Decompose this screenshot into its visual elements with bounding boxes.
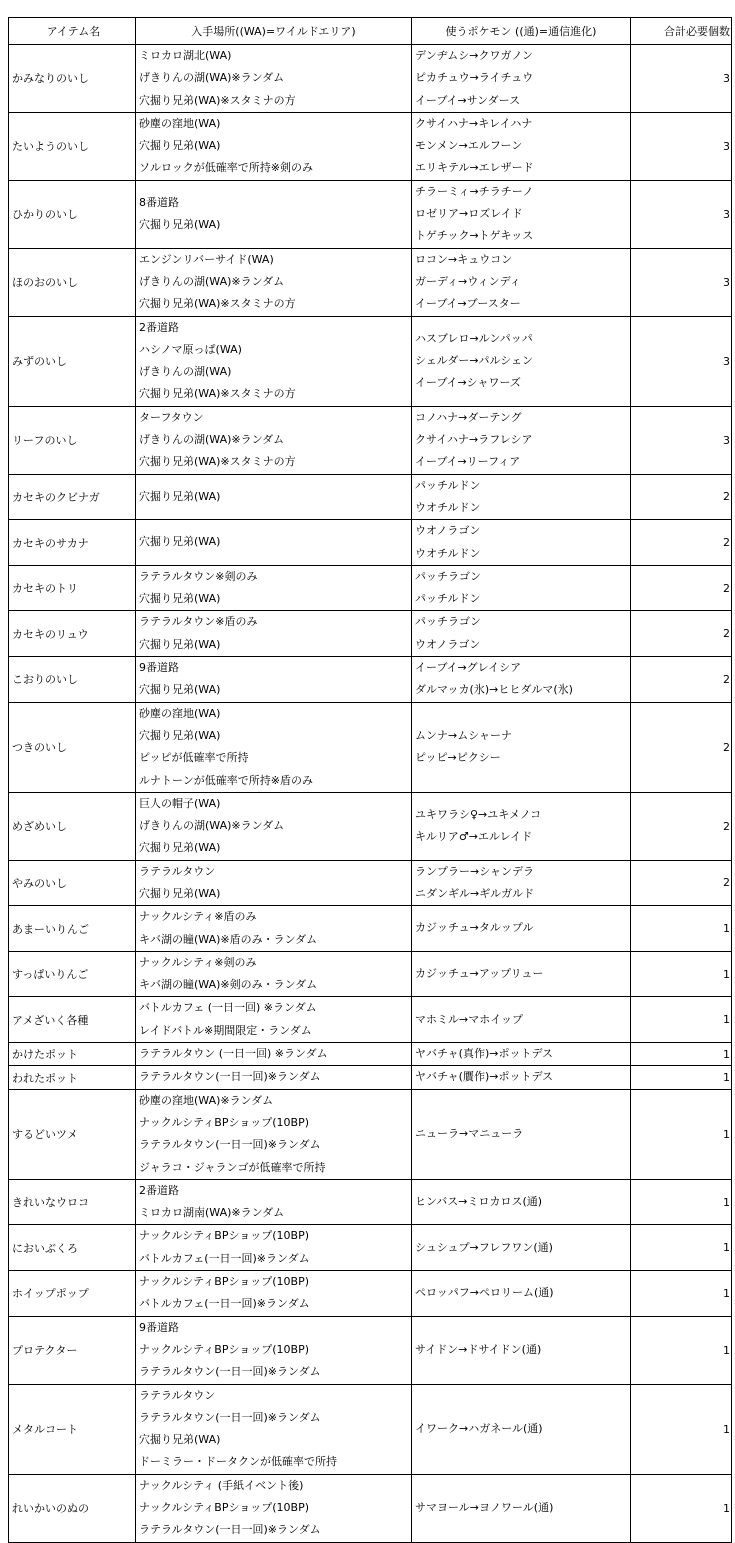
location-cell <box>136 792 412 860</box>
item-name-cell: カセキのクビナガ <box>9 474 136 520</box>
location-cell <box>136 316 412 406</box>
pokemon-line: マホミル→マホイップ <box>415 1012 523 1026</box>
table-row <box>9 951 732 997</box>
pokemon-line: コノハナ→ダーテング <box>415 410 522 424</box>
location-line: ルナトーンが低確率で所持※盾のみ <box>139 773 313 787</box>
total-count-cell: 1 <box>631 1316 732 1384</box>
location-line: 9番道路 <box>139 1320 179 1334</box>
location-line: ナックルシティ※剣のみ <box>139 955 257 969</box>
table-row <box>9 520 732 566</box>
location-line: ナックルシティ (手紙イベント後) <box>139 1478 304 1492</box>
pokemon-line: シェルダー→パルシェン <box>415 354 534 367</box>
location-line: ナックルシティBPショップ(10BP) <box>139 1501 310 1514</box>
location-line: ナックルシティBPショップ(10BP) <box>139 1275 310 1289</box>
total-count-cell: 2 <box>631 565 732 611</box>
total-count-cell: 2 <box>631 611 732 657</box>
header-pokemon: 使うポケモン ((通)=通信進化) <box>412 18 631 45</box>
location-line: 砂塵の窪地(WA) <box>139 706 221 720</box>
location-line: 穴掘り兄弟(WA) <box>139 592 221 606</box>
item-name-cell: やみのいし <box>9 860 136 906</box>
location-line: 2番道路 <box>139 320 179 334</box>
table-row <box>9 860 732 906</box>
location-line: ラテラルタウン(一日一回)※ランダム <box>139 1070 321 1084</box>
location-line: 9番道路 <box>139 661 179 675</box>
item-name-cell: メタルコート <box>9 1384 136 1474</box>
location-line: ミロカロ湖南(WA)※ランダム <box>139 1206 285 1220</box>
location-cell <box>136 1316 412 1384</box>
pokemon-cell <box>412 702 631 792</box>
pokemon-line: サマヨール→ヨノワール(通) <box>415 1501 554 1514</box>
location-line: ラテラルタウン(一日一回)※ランダム <box>139 1410 321 1424</box>
item-name-cell: こおりのいし <box>9 657 136 703</box>
item-name-cell: あまーいりんご <box>9 906 136 952</box>
location-cell <box>136 860 412 906</box>
pokemon-line: ムンナ→ムシャーナ <box>415 728 512 742</box>
location-line: 8番道路 <box>139 195 179 209</box>
table-row <box>9 1089 732 1179</box>
table-row <box>9 474 732 520</box>
location-line: 巨人の帽子(WA) <box>139 796 221 810</box>
total-count-cell: 1 <box>631 997 732 1043</box>
location-cell <box>136 1271 412 1317</box>
location-line: 穴掘り兄弟(WA) <box>139 218 221 232</box>
location-line: 穴掘り兄弟(WA) <box>139 683 221 697</box>
location-line: げきりんの湖(WA)※ランダム <box>139 274 285 288</box>
pokemon-cell <box>412 1384 631 1474</box>
pokemon-cell <box>412 1225 631 1271</box>
location-line: ラテラルタウン(一日一回)※ランダム <box>139 1523 321 1537</box>
item-name-cell: ひかりのいし <box>9 180 136 248</box>
pokemon-cell <box>412 860 631 906</box>
total-count-cell: 3 <box>631 316 732 406</box>
pokemon-line: ロコン→キュウコン <box>415 252 513 266</box>
location-line: キバ湖の瞳(WA)※盾のみ・ランダム <box>139 932 318 946</box>
total-count-cell: 3 <box>631 45 732 113</box>
total-count-cell: 2 <box>631 860 732 906</box>
item-name-cell: カセキのリュウ <box>9 611 136 657</box>
pokemon-cell <box>412 657 631 703</box>
pokemon-line: パッチルドン <box>415 592 481 606</box>
location-line: ソルロックが低確率で所持※剣のみ <box>139 161 313 175</box>
pokemon-line: ハスブレロ→ルンパッパ <box>415 331 533 345</box>
location-cell <box>136 1225 412 1271</box>
location-cell <box>136 565 412 611</box>
pokemon-line: サイドン→ドサイドン(通) <box>415 1342 542 1356</box>
total-count-cell: 1 <box>631 1179 732 1225</box>
pokemon-line: モンメン→エルフーン <box>415 139 523 153</box>
table-row <box>9 180 732 248</box>
location-line: ハシノマ原っぱ(WA) <box>139 342 242 356</box>
pokemon-cell <box>412 1043 631 1066</box>
pokemon-line: エリキテル→エレザード <box>415 161 534 175</box>
pokemon-line: ヒンバス→ミロカロス(通) <box>415 1194 543 1208</box>
pokemon-cell <box>412 1089 631 1179</box>
location-line: レイドバトル※期間限定・ランダム <box>139 1023 312 1037</box>
pokemon-line: トゲチック→トゲキッス <box>415 229 534 243</box>
table-row <box>9 112 732 180</box>
pokemon-cell <box>412 406 631 474</box>
location-line: げきりんの湖(WA)※ランダム <box>139 819 285 833</box>
location-line: 穴掘り兄弟(WA)※スタミナの方 <box>139 93 296 107</box>
item-name-cell: するどいツメ <box>9 1089 136 1179</box>
total-count-cell: 1 <box>631 951 732 997</box>
location-cell <box>136 1066 412 1089</box>
pokemon-line: パッチラゴン <box>415 569 481 583</box>
location-line: 穴掘り兄弟(WA)※スタミナの方 <box>139 455 296 469</box>
total-count-cell: 3 <box>631 248 732 316</box>
pokemon-line: カジッチュ→タルップル <box>415 921 534 935</box>
pokemon-cell <box>412 1066 631 1089</box>
pokemon-cell <box>412 45 631 113</box>
table-row <box>9 611 732 657</box>
total-count-cell: 2 <box>631 657 732 703</box>
pokemon-line: ウオノラゴン <box>415 637 481 651</box>
table-row <box>9 702 732 792</box>
location-line: ミロカロ湖北(WA) <box>139 49 232 62</box>
pokemon-line: ガーディ→ウィンディ <box>415 274 521 288</box>
location-line: 穴掘り兄弟(WA) <box>139 841 221 855</box>
total-count-cell: 1 <box>631 906 732 952</box>
location-line: 穴掘り兄弟(WA) <box>139 1433 221 1447</box>
location-line: げきりんの湖(WA)※ランダム <box>139 71 285 85</box>
item-name-cell: ほのおのいし <box>9 248 136 316</box>
table-row <box>9 1179 732 1225</box>
table-row <box>9 1384 732 1474</box>
table-row <box>9 45 732 113</box>
total-count-cell: 3 <box>631 112 732 180</box>
pokemon-line: イワーク→ハガネール(通) <box>415 1421 543 1435</box>
location-line: ナックルシティBPショップ(10BP) <box>139 1115 310 1129</box>
pokemon-line: クサイハナ→キレイハナ <box>415 116 533 130</box>
item-name-cell: においぶくろ <box>9 1225 136 1271</box>
total-count-cell: 1 <box>631 1066 732 1089</box>
pokemon-line: ピカチュウ→ライチュウ <box>415 71 534 85</box>
pokemon-cell <box>412 565 631 611</box>
total-count-cell: 2 <box>631 474 732 520</box>
total-count-cell: 1 <box>631 1225 732 1271</box>
location-cell <box>136 474 412 520</box>
total-count-cell: 1 <box>631 1089 732 1179</box>
location-cell <box>136 45 412 113</box>
pokemon-cell <box>412 997 631 1043</box>
pokemon-line: ダルマッカ(氷)→ヒヒダルマ(氷) <box>415 683 573 697</box>
item-table <box>8 17 732 1543</box>
pokemon-cell <box>412 611 631 657</box>
location-line: ラテラルタウン(一日一回)※ランダム <box>139 1138 321 1152</box>
pokemon-line: ニューラ→マニューラ <box>415 1127 524 1141</box>
pokemon-line: イーブイ→リーフィア <box>415 455 521 469</box>
item-name-cell: かけたポット <box>9 1043 136 1066</box>
item-name-cell: つきのいし <box>9 702 136 792</box>
pokemon-line: デンヂムシ→クワガノン <box>415 49 534 62</box>
pokemon-cell <box>412 180 631 248</box>
pokemon-line: シュシュプ→フレフワン(通) <box>415 1240 553 1254</box>
location-cell <box>136 520 412 566</box>
location-line: 2番道路 <box>139 1183 179 1197</box>
header-row <box>9 18 732 45</box>
location-cell <box>136 180 412 248</box>
table-row <box>9 997 732 1043</box>
location-line: げきりんの湖(WA)※ランダム <box>139 433 285 447</box>
pokemon-cell <box>412 1179 631 1225</box>
table-row <box>9 1225 732 1271</box>
pokemon-line: ロゼリア→ロズレイド <box>415 207 523 221</box>
item-name-cell: すっぱいりんご <box>9 951 136 997</box>
pokemon-cell <box>412 951 631 997</box>
location-cell <box>136 112 412 180</box>
pokemon-line: イーブイ→シャワーズ <box>415 376 521 390</box>
table-row <box>9 1316 732 1384</box>
pokemon-line: イーブイ→サンダース <box>415 93 521 107</box>
location-line: バトルカフェ(一日一回)※ランダム <box>139 1297 310 1311</box>
pokemon-cell <box>412 520 631 566</box>
location-cell <box>136 906 412 952</box>
location-line: ナックルシティBPショップ(10BP) <box>139 1229 310 1243</box>
pokemon-line: ウオチルドン <box>415 500 481 514</box>
location-cell <box>136 997 412 1043</box>
item-name-cell: リーフのいし <box>9 406 136 474</box>
table-row <box>9 316 732 406</box>
location-line: 穴掘り兄弟(WA) <box>139 489 221 503</box>
total-count-cell: 1 <box>631 1474 732 1542</box>
pokemon-line: ヤバチャ(真作)→ポットデス <box>415 1047 554 1061</box>
pokemon-cell <box>412 792 631 860</box>
table-row <box>9 1271 732 1317</box>
item-name-cell: ホイップポップ <box>9 1271 136 1317</box>
location-cell <box>136 1043 412 1066</box>
item-name-cell: アメざいく各種 <box>9 997 136 1043</box>
total-count-cell: 2 <box>631 520 732 566</box>
location-cell <box>136 1179 412 1225</box>
location-line: げきりんの湖(WA) <box>139 365 232 379</box>
location-line: ターフタウン <box>139 410 204 424</box>
location-line: 砂塵の窪地(WA)※ランダム <box>139 1093 274 1107</box>
pokemon-line: イーブイ→グレイシア <box>415 661 522 675</box>
location-cell <box>136 406 412 474</box>
table-row <box>9 657 732 703</box>
header-location: 入手場所((WA)=ワイルドエリア) <box>136 18 412 45</box>
location-line: 穴掘り兄弟(WA) <box>139 535 221 549</box>
location-cell <box>136 702 412 792</box>
location-cell <box>136 248 412 316</box>
table-row <box>9 792 732 860</box>
location-line: ラテラルタウン※盾のみ <box>139 615 258 629</box>
pokemon-line: ユキワラシ♀→ユキメノコ <box>415 807 542 821</box>
pokemon-cell <box>412 248 631 316</box>
table-row <box>9 1043 732 1066</box>
location-line: ラテラルタウン (一日一回) ※ランダム <box>139 1047 328 1061</box>
location-cell <box>136 657 412 703</box>
location-line: 砂塵の窪地(WA) <box>139 116 221 130</box>
header-item-name: アイテム名 <box>9 18 136 45</box>
table-row <box>9 906 732 952</box>
pokemon-line: ピッピ→ピクシー <box>415 751 501 765</box>
pokemon-line: パッチルドン <box>415 478 481 492</box>
location-line: 穴掘り兄弟(WA)※スタミナの方 <box>139 387 296 401</box>
pokemon-cell <box>412 1271 631 1317</box>
pokemon-line: ニダンギル→ギルガルド <box>415 886 535 900</box>
pokemon-cell <box>412 1316 631 1384</box>
total-count-cell: 2 <box>631 702 732 792</box>
table-body <box>9 45 732 1543</box>
pokemon-cell <box>412 906 631 952</box>
pokemon-line: キルリア♂→エルレイド <box>415 830 533 844</box>
total-count-cell: 1 <box>631 1271 732 1317</box>
pokemon-cell <box>412 112 631 180</box>
location-line: 穴掘り兄弟(WA) <box>139 886 221 900</box>
location-line: ラテラルタウン <box>139 864 216 878</box>
location-line: バトルカフェ(一日一回)※ランダム <box>139 1251 310 1265</box>
pokemon-line: ヤバチャ(贋作)→ポットデス <box>415 1070 554 1084</box>
total-count-cell: 1 <box>631 1384 732 1474</box>
location-cell <box>136 1089 412 1179</box>
item-name-cell: かみなりのいし <box>9 45 136 113</box>
location-line: ピッピが低確率で所持 <box>139 751 249 765</box>
location-cell <box>136 951 412 997</box>
location-line: エンジンリバーサイド(WA) <box>139 252 274 266</box>
item-name-cell: れいかいのぬの <box>9 1474 136 1542</box>
pokemon-line: ウオノラゴン <box>415 524 481 538</box>
total-count-cell: 3 <box>631 180 732 248</box>
pokemon-line: イーブイ→ブースター <box>415 297 521 311</box>
location-line: ジャラコ・ジャランゴが低確率で所持 <box>139 1160 326 1174</box>
location-line: ラテラルタウン <box>139 1388 216 1402</box>
location-line: ラテラルタウン※剣のみ <box>139 569 258 583</box>
table-row <box>9 1066 732 1089</box>
location-line: 穴掘り兄弟(WA) <box>139 139 221 153</box>
location-line: 穴掘り兄弟(WA) <box>139 637 221 651</box>
table-row <box>9 248 732 316</box>
location-line: キバ湖の瞳(WA)※剣のみ・ランダム <box>139 978 318 992</box>
table-row <box>9 406 732 474</box>
table-row <box>9 565 732 611</box>
item-name-cell: めざめいし <box>9 792 136 860</box>
pokemon-cell <box>412 316 631 406</box>
item-name-cell: カセキのトリ <box>9 565 136 611</box>
pokemon-line: ランプラー→シャンデラ <box>415 864 534 878</box>
location-line: ナックルシティ※盾のみ <box>139 910 257 924</box>
pokemon-line: パッチラゴン <box>415 615 481 629</box>
item-name-cell: きれいなウロコ <box>9 1179 136 1225</box>
pokemon-line: ウオチルドン <box>415 546 481 560</box>
pokemon-line: ペロッパフ→ペロリーム(通) <box>415 1286 554 1300</box>
pokemon-line: カジッチュ→アップリュー <box>415 967 544 981</box>
pokemon-cell <box>412 474 631 520</box>
total-count-cell: 1 <box>631 1043 732 1066</box>
location-line: ドーミラー・ドータクンが低確率で所持 <box>139 1455 337 1469</box>
location-line: ラテラルタウン(一日一回)※ランダム <box>139 1365 321 1379</box>
location-line: 穴掘り兄弟(WA)※スタミナの方 <box>139 297 296 311</box>
item-name-cell: カセキのサカナ <box>9 520 136 566</box>
pokemon-line: チラーミィ→チラチーノ <box>415 184 534 198</box>
header-total-count: 合計必要個数 <box>631 18 732 45</box>
total-count-cell: 3 <box>631 406 732 474</box>
total-count-cell: 2 <box>631 792 732 860</box>
location-cell <box>136 611 412 657</box>
item-name-cell: プロテクター <box>9 1316 136 1384</box>
item-name-cell: われたポット <box>9 1066 136 1089</box>
location-line: バトルカフェ (一日一回) ※ランダム <box>139 1001 317 1015</box>
pokemon-line: クサイハナ→ラフレシア <box>415 433 533 447</box>
item-name-cell: たいようのいし <box>9 112 136 180</box>
location-cell <box>136 1384 412 1474</box>
item-name-cell: みずのいし <box>9 316 136 406</box>
location-line: 穴掘り兄弟(WA) <box>139 728 221 742</box>
location-line: ナックルシティBPショップ(10BP) <box>139 1342 310 1356</box>
